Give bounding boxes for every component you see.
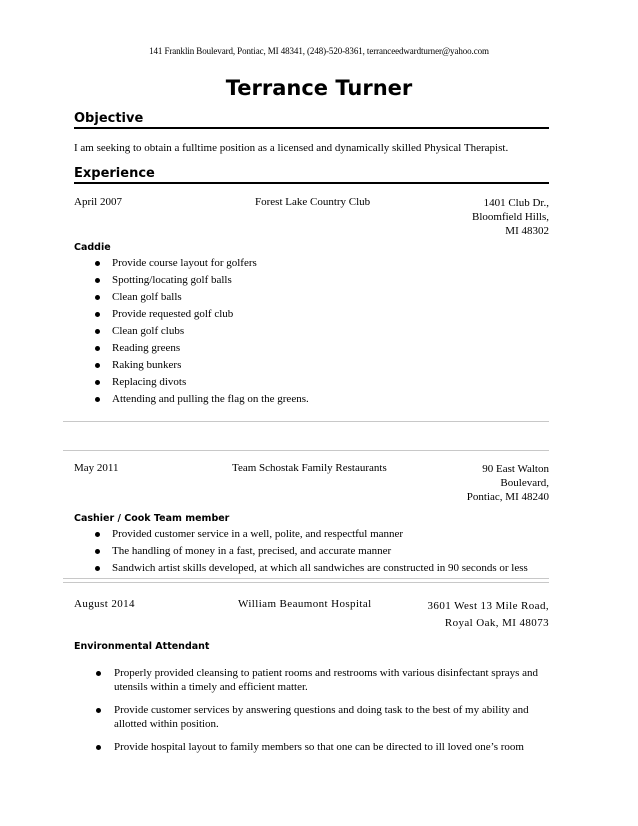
job-duties-1	[92, 256, 309, 409]
list-item: The handling of money in a fast, precised, and accurate manner	[92, 544, 528, 561]
objective-heading: Objective	[74, 111, 549, 129]
objective-text: I am seeking to obtain a fulltime position as a licensed and dynamically skilled Physical Therapist.	[74, 142, 509, 154]
list-item: Sandwich artist skills developed, at which all sandwiches are constructed in 90 seconds or less	[92, 561, 528, 578]
job-org: Forest Lake Country Club	[255, 196, 371, 208]
job-role: Environmental Attendant	[74, 641, 210, 652]
job-address: 3601 West 13 Mile Road, Royal Oak, MI 48073	[427, 600, 549, 629]
job-address: 1401 Club Dr., Bloomfield Hills, MI 48302	[472, 197, 549, 237]
job-duties-2	[92, 527, 528, 578]
list-item: Raking bunkers	[92, 358, 309, 375]
job-date: August 2014	[74, 598, 135, 610]
list-item: Clean golf clubs	[92, 324, 309, 341]
divider	[63, 578, 549, 583]
job-org: William Beaumont Hospital	[238, 598, 372, 610]
list-item: Replacing divots	[92, 375, 309, 392]
list-item: Provide course layout for golfers	[92, 256, 309, 273]
job-address: 90 East Walton Boulevard, Pontiac, MI 48240	[466, 463, 549, 503]
job-date: April 2007	[74, 196, 122, 208]
job-role: Caddie	[74, 242, 111, 253]
job-org: Team Schostak Family Restaurants	[232, 462, 387, 474]
contact-line: 141 Franklin Boulevard, Pontiac, MI 48341, (248)-520-8361, terranceedwardturner@yahoo.com	[149, 46, 489, 56]
divider	[63, 450, 549, 451]
list-item: Provided customer service in a well, polite, and respectful manner	[92, 527, 528, 544]
job-duties-3	[74, 666, 549, 763]
list-item: Clean golf balls	[92, 290, 309, 307]
job-date: May 2011	[74, 462, 119, 474]
experience-heading: Experience	[74, 166, 549, 184]
divider	[63, 421, 549, 422]
list-item: Attending and pulling the flag on the greens.	[92, 392, 309, 409]
candidate-name: Terrance Turner	[225, 76, 413, 100]
list-item: Provide customer services by answering questions and doing task to the best of my ability and allotted within position.	[74, 703, 549, 731]
list-item: Spotting/locating golf balls	[92, 273, 309, 290]
list-item: Properly provided cleansing to patient rooms and restrooms with various disinfectant sprays and utensils within a timely and efficient matter.	[74, 666, 549, 694]
job-role: Cashier / Cook Team member	[74, 513, 230, 524]
list-item: Provide requested golf club	[92, 307, 309, 324]
list-item: Reading greens	[92, 341, 309, 358]
list-item: Provide hospital layout to family members so that one can be directed to ill loved one’s room	[74, 740, 549, 754]
